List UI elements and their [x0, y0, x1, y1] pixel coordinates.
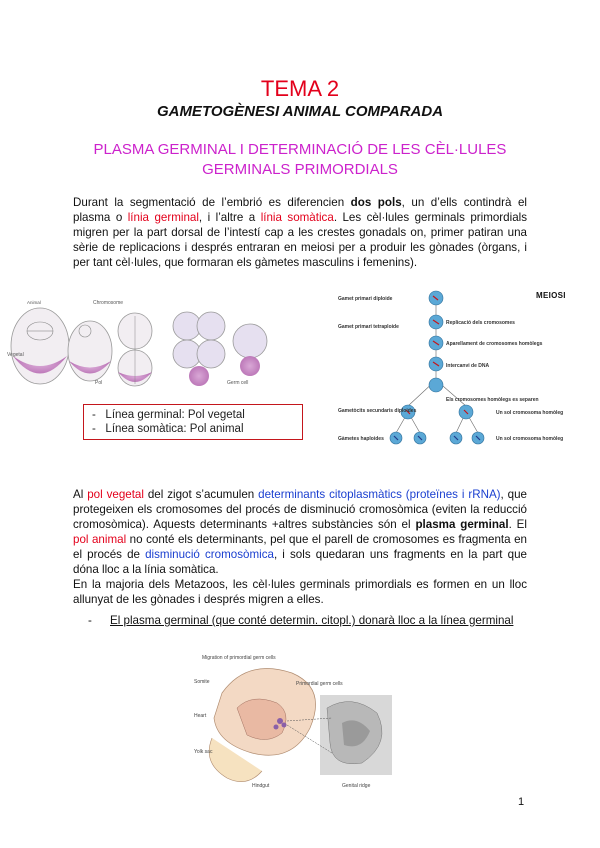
paragraph-vegetal-pole: Al pol vegetal del zigot s’acumulen determinants citoplasmàtics (proteïnes i rRNA), que protegeixen els cromosomes del procés de disminució cromosòmica (eviten la reducció cromosòmica). Aquests determinants +altres substàncies són el plasma germinal. El pol animal no conté els determinants, pel que el parell de cromosomes es fragmenta en el procés de disminució cromosòmica, i sols quedaran uns fragments en la part que dóna lloc a la línia somàtica. En la majoria dels Metazoos, les cèl·lules germinals primordials es formen en un lloc allunyat de les gònades i després migren a elles.: [73, 488, 528, 606]
section-title: PLASMA GERMINAL I DETERMINACIÓ DE LES CÈL·LULES GERMINALS PRIMORDIALS: [93, 141, 507, 178]
cell-2: [68, 321, 112, 381]
meiosi-label-8: Gàmetes haploides: [338, 436, 384, 442]
bullet-plasma-germinal: - El plasma germinal (que conté determin. citopl.) donarà lloc a la línea germinal: [88, 614, 514, 627]
embryo-label-ridge: Genital ridge: [342, 783, 371, 789]
embryo-label-heart: Heart: [194, 713, 207, 719]
label-vegetal: Vegetal: [7, 352, 24, 358]
meiosi-label-1: Gamet primari tetraploide: [338, 324, 399, 330]
cleavage-figure: [5, 296, 270, 396]
page-title: TEMA 2: [260, 76, 340, 101]
meiosis-figure: [338, 288, 586, 458]
meiosi-label-0: Gamet primari diploide: [338, 296, 393, 302]
germ-line-box: [83, 404, 303, 440]
meiosi-label-7: Un sol cromosoma homòleg: [496, 410, 564, 416]
page-subtitle: GAMETOGÈNESI ANIMAL COMPARADA: [156, 103, 444, 120]
page-number: 1: [518, 796, 525, 808]
meiosi-label-6: Gametòcits secundaris diploides: [338, 408, 417, 414]
label-germ-cell: Germ cell: [227, 380, 249, 386]
meiosi-title: MEIOSI: [536, 291, 566, 300]
meiosi-label-5: Els cromosomes homòlegs es separen: [446, 397, 539, 403]
meiosi-label-2: Replicació dels cromosomes: [446, 320, 515, 326]
label-animal: Animal: [27, 300, 41, 305]
meiosi-label-3: Aparellament de cromosomes homòlegs: [446, 341, 543, 347]
cell-5: [233, 324, 267, 376]
cell-1: [11, 308, 69, 384]
embryo-figure: [192, 653, 402, 793]
meiosi-label-4: Intercanvi de DNA: [446, 363, 490, 369]
paragraph-intro: Durant la segmentació de l’embrió es diferencien dos pols, un d’ells contindrà el plasma o línia germinal, i l’altre a línia somàtica. Les cèl·lules germinals primordials migren per la part dorsal de l’intestí cap a les crestes gonadals on, primer patiran una sèrie de replicacions i després entraran en meiosi per a produir les gònades (òrgans, i per tant cèl·lules, que formaran els gàmetes masculins i femenins).: [73, 196, 528, 269]
box-item-somatica: - Línea somàtica: Pol animal: [92, 423, 244, 435]
embryo-label-pgc: Primordial germ cells: [296, 681, 343, 687]
embryo-label-hindgut: Hindgut: [252, 783, 270, 789]
box-item-germinal: - Línea germinal: Pol vegetal: [92, 409, 245, 421]
cell-3: [118, 313, 152, 386]
embryo-label-top: Migration of primordial germ cells: [202, 655, 276, 661]
embryo-label-somite: Somite: [194, 679, 210, 685]
meiosi-label-9: Un sol cromosoma homòleg: [496, 436, 564, 442]
label-pol: Pol: [95, 380, 103, 386]
embryo-label-yolk: Yolk sac: [194, 749, 213, 755]
cell-4: [173, 312, 225, 386]
label-chromosome: Chromosome: [93, 300, 124, 306]
